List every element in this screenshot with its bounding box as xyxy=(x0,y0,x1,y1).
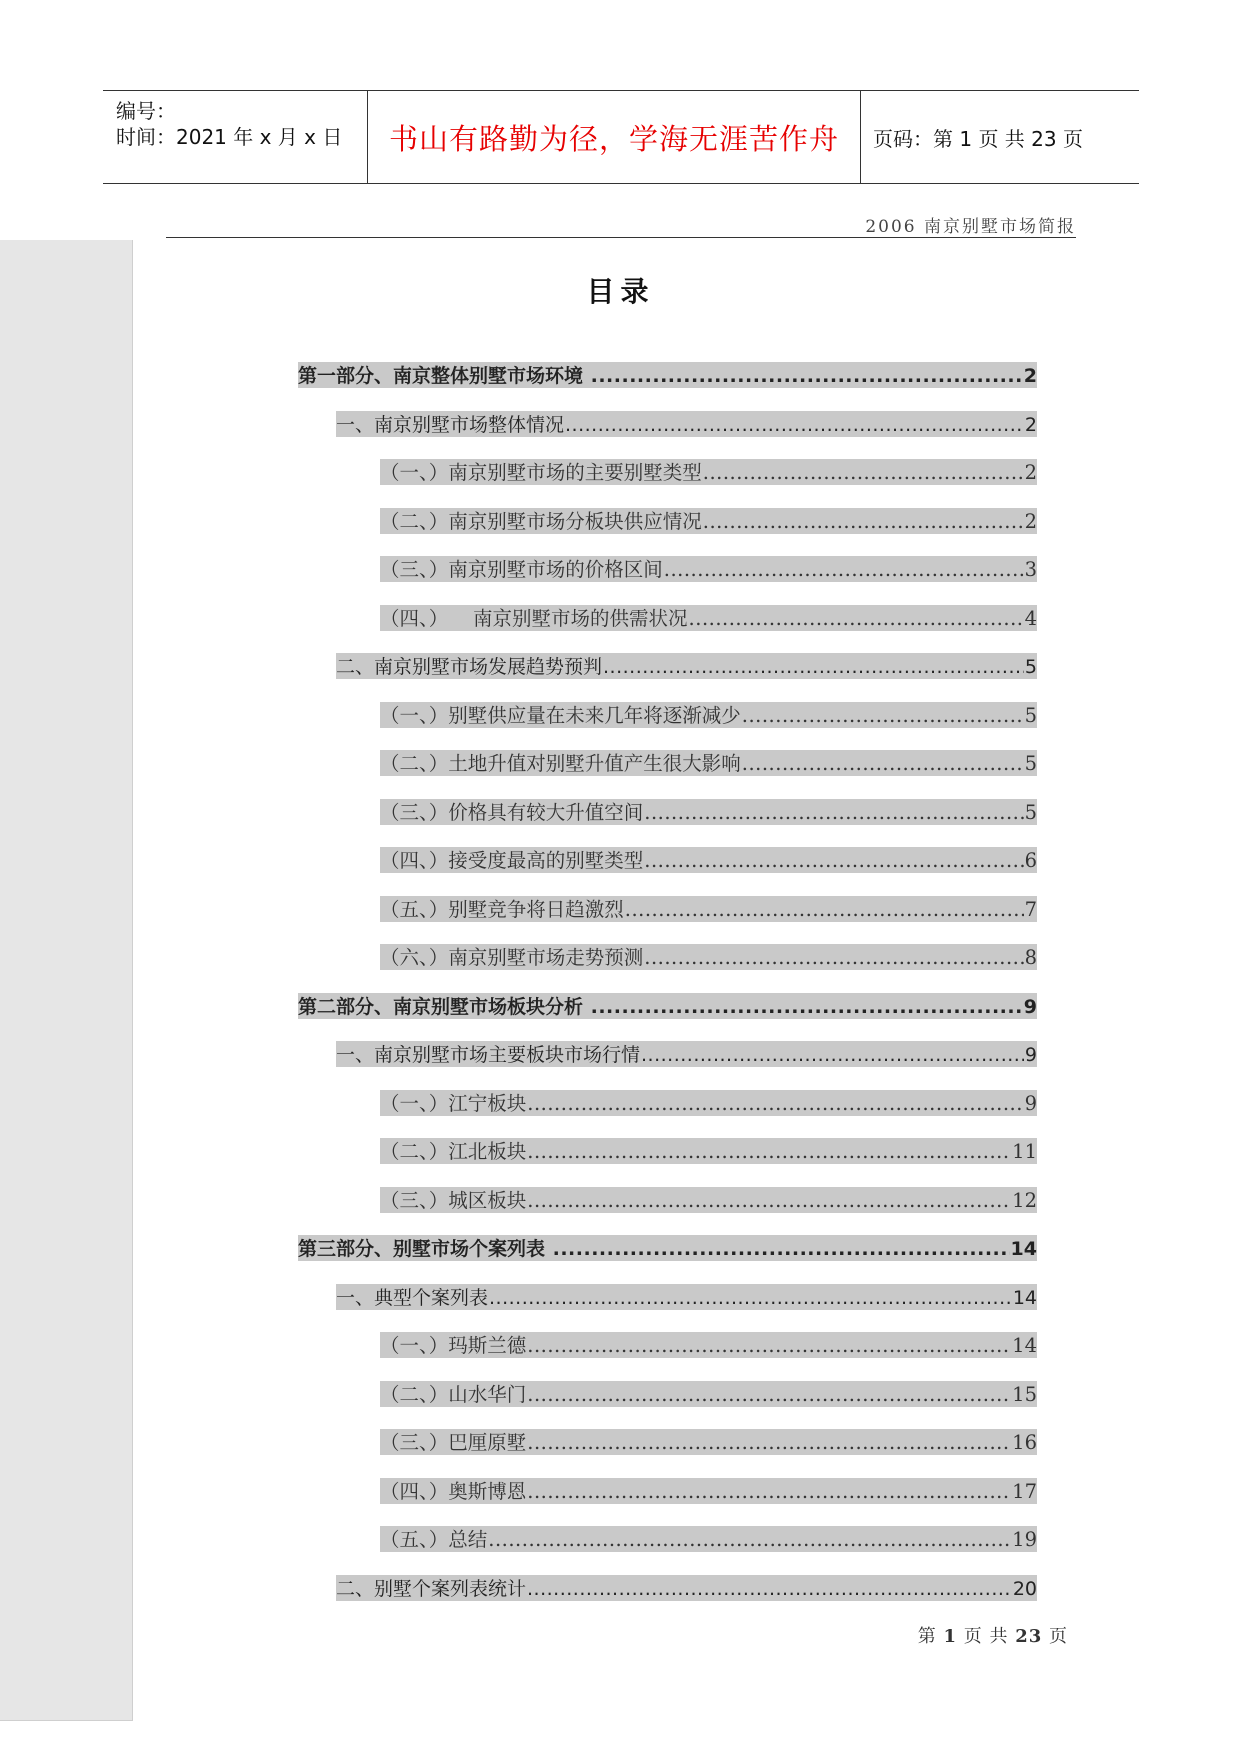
toc-entry[interactable] xyxy=(380,847,1037,873)
toc-entry-page: 2 xyxy=(1024,414,1037,436)
toc-entry[interactable] xyxy=(380,750,1037,776)
toc-entry[interactable] xyxy=(336,1041,1037,1067)
toc-entry[interactable] xyxy=(380,556,1037,582)
toc-leader-dots xyxy=(527,1431,1011,1455)
toc-entry-title: （一、）南京别墅市场的主要别墅类型 xyxy=(380,461,702,484)
toc-entry-title: 第一部分、南京整体别墅市场环境 xyxy=(298,365,590,387)
toc-entry-page: 12 xyxy=(1012,1189,1037,1212)
toc-entry-title: 二、别墅个案列表统计 xyxy=(336,1578,527,1600)
toc-entry-page: 11 xyxy=(1012,1140,1037,1163)
document-number-label: 编号： xyxy=(116,99,176,123)
toc-entry-page: 5 xyxy=(1024,656,1037,678)
toc-leader-dots xyxy=(565,413,1024,437)
toc-leader-dots xyxy=(625,898,1024,922)
header-meta xyxy=(103,91,368,183)
toc-leader-dots xyxy=(527,1383,1011,1407)
toc-entry-title: （三、）城区板块 xyxy=(380,1189,527,1212)
toc-entry[interactable] xyxy=(380,1090,1037,1116)
toc-entry[interactable] xyxy=(380,1138,1037,1164)
footer-suffix: 页 xyxy=(1049,1626,1068,1647)
toc-entry-page: 14 xyxy=(1012,1287,1037,1309)
toc-entry-page: 5 xyxy=(1024,704,1037,727)
toc-leader-dots xyxy=(591,995,1023,1019)
toc-entry-title: （二、）土地升值对别墅升值产生很大影响 xyxy=(380,752,741,775)
toc-entry-title: 第二部分、南京别墅市场板块分析 xyxy=(298,996,590,1018)
toc-entry-title: （三、）价格具有较大升值空间 xyxy=(380,801,644,824)
toc-entry[interactable] xyxy=(380,1429,1037,1455)
toc-entry-title: （一、）别墅供应量在未来几年将逐渐减少 xyxy=(380,704,741,727)
toc-entry[interactable] xyxy=(380,702,1037,728)
footer-middle: 页 共 xyxy=(963,1626,1009,1647)
toc-leader-dots xyxy=(527,1140,1011,1164)
toc-entry-page: 17 xyxy=(1012,1480,1037,1503)
header-page-info: 页码：第 1 页 共 23 页 xyxy=(873,126,1083,151)
toc-entry-title: （三、）南京别墅市场的价格区间 xyxy=(380,558,663,581)
page-footer xyxy=(918,1622,1068,1648)
toc-leader-dots xyxy=(742,752,1024,776)
toc-entry-page: 5 xyxy=(1024,752,1037,775)
toc-entry[interactable] xyxy=(380,1381,1037,1407)
toc-leader-dots xyxy=(644,849,1023,873)
toc-title: 目录 xyxy=(586,275,655,308)
toc-leader-dots xyxy=(527,1577,1012,1601)
toc-leader-dots xyxy=(664,558,1024,582)
toc-leader-dots xyxy=(489,1286,1012,1310)
toc-entry-page: 15 xyxy=(1012,1383,1037,1406)
toc-entry-page: 14 xyxy=(1010,1238,1037,1260)
toc-entry[interactable] xyxy=(380,799,1037,825)
document-time-label: 时间：2021 年 x 月 x 日 xyxy=(116,125,343,149)
toc-leader-dots xyxy=(644,946,1023,970)
running-head: 2006 南京别墅市场简报 xyxy=(865,217,1076,237)
toc-entry-page: 5 xyxy=(1024,801,1037,824)
toc-entry-title: （四、）奥斯博恩 xyxy=(380,1480,527,1503)
toc-leader-dots xyxy=(591,364,1023,388)
toc-entry-page: 19 xyxy=(1012,1528,1037,1551)
toc-entry-page: 16 xyxy=(1012,1431,1037,1454)
toc-entry-title: （一、）江宁板块 xyxy=(380,1092,527,1115)
toc-entry-title: （三、）巴厘原墅 xyxy=(380,1431,527,1454)
toc-entry[interactable] xyxy=(336,1575,1037,1601)
toc-entry-title: （一、）玛斯兰德 xyxy=(380,1334,527,1357)
footer-total-pages: 23 xyxy=(1015,1626,1043,1647)
toc-leader-dots xyxy=(527,1480,1011,1504)
toc-entry-page: 4 xyxy=(1024,607,1037,630)
toc-leader-dots xyxy=(527,1334,1011,1358)
toc-leader-dots xyxy=(689,607,1024,631)
toc-entry-page: 2 xyxy=(1024,461,1037,484)
header-page-cell xyxy=(861,91,1139,183)
toc-entry[interactable] xyxy=(336,653,1037,679)
toc-leader-dots xyxy=(742,704,1024,728)
toc-entry[interactable] xyxy=(380,1478,1037,1504)
toc-leader-dots xyxy=(527,1092,1023,1116)
toc-entry[interactable] xyxy=(380,1332,1037,1358)
toc-leader-dots xyxy=(644,801,1023,825)
toc-entry-page: 9 xyxy=(1024,1044,1037,1066)
toc-entry-title: 一、南京别墅市场整体情况 xyxy=(336,414,565,436)
toc-entry-page: 2 xyxy=(1023,365,1037,387)
toc-entry[interactable] xyxy=(380,459,1037,485)
toc-entry-title: 二、南京别墅市场发展趋势预判 xyxy=(336,656,603,678)
toc-entry-title: （二、）山水华门 xyxy=(380,1383,527,1406)
toc-entry-page: 3 xyxy=(1024,558,1037,581)
toc-entry[interactable] xyxy=(298,362,1037,388)
document-header xyxy=(103,90,1139,184)
toc-entry[interactable] xyxy=(380,508,1037,534)
toc-entry-title: （二、）南京别墅市场分板块供应情况 xyxy=(380,510,702,533)
toc-entry-page: 7 xyxy=(1024,898,1037,921)
toc-entry[interactable] xyxy=(380,605,1037,631)
header-motto-cell xyxy=(368,91,861,183)
toc-leader-dots xyxy=(641,1043,1024,1067)
toc-entry[interactable] xyxy=(298,1235,1037,1261)
toc-entry-title: （二、）江北板块 xyxy=(380,1140,527,1163)
toc-leader-dots xyxy=(703,461,1024,485)
toc-entry-title: （四、） 南京别墅市场的供需状况 xyxy=(380,607,688,630)
toc-entry[interactable] xyxy=(336,1284,1037,1310)
toc-entry[interactable] xyxy=(380,944,1037,970)
toc-entry-title: 一、南京别墅市场主要板块市场行情 xyxy=(336,1044,641,1066)
toc-entry-title: （四、）接受度最高的别墅类型 xyxy=(380,849,644,872)
motto-text: 书山有路勤为径，学海无涯苦作舟 xyxy=(388,121,839,156)
toc-entry-title: （五、）总结 xyxy=(380,1528,488,1551)
toc-entry-page: 2 xyxy=(1024,510,1037,533)
toc-entry-title: （六、）南京别墅市场走势预测 xyxy=(380,946,644,969)
toc-entry-title: 一、典型个案列表 xyxy=(336,1287,489,1309)
toc-leader-dots xyxy=(527,1189,1011,1213)
toc-entry-page: 20 xyxy=(1012,1578,1037,1600)
toc-entry[interactable] xyxy=(380,896,1037,922)
left-margin-panel xyxy=(0,240,133,1721)
toc-entry-page: 6 xyxy=(1024,849,1037,872)
toc-leader-dots xyxy=(488,1528,1011,1552)
toc-entry[interactable] xyxy=(380,1187,1037,1213)
footer-page-number: 1 xyxy=(943,1626,957,1647)
toc-entry[interactable] xyxy=(336,411,1037,437)
toc-entry-page: 14 xyxy=(1012,1334,1037,1357)
toc-entry-page: 9 xyxy=(1023,996,1037,1018)
running-head-rule xyxy=(166,237,1076,238)
toc-entry-page: 8 xyxy=(1024,946,1037,969)
toc-leader-dots xyxy=(703,510,1024,534)
toc-entry[interactable] xyxy=(298,993,1037,1019)
toc-entry-page: 9 xyxy=(1024,1092,1037,1115)
toc-entry-title: 第三部分、别墅市场个案列表 xyxy=(298,1238,552,1260)
footer-prefix: 第 xyxy=(917,1626,937,1647)
toc-entry[interactable] xyxy=(380,1526,1037,1552)
toc-leader-dots xyxy=(603,655,1024,679)
toc-leader-dots xyxy=(553,1237,1010,1261)
toc-entry-title: （五、）别墅竞争将日趋激烈 xyxy=(380,898,624,921)
